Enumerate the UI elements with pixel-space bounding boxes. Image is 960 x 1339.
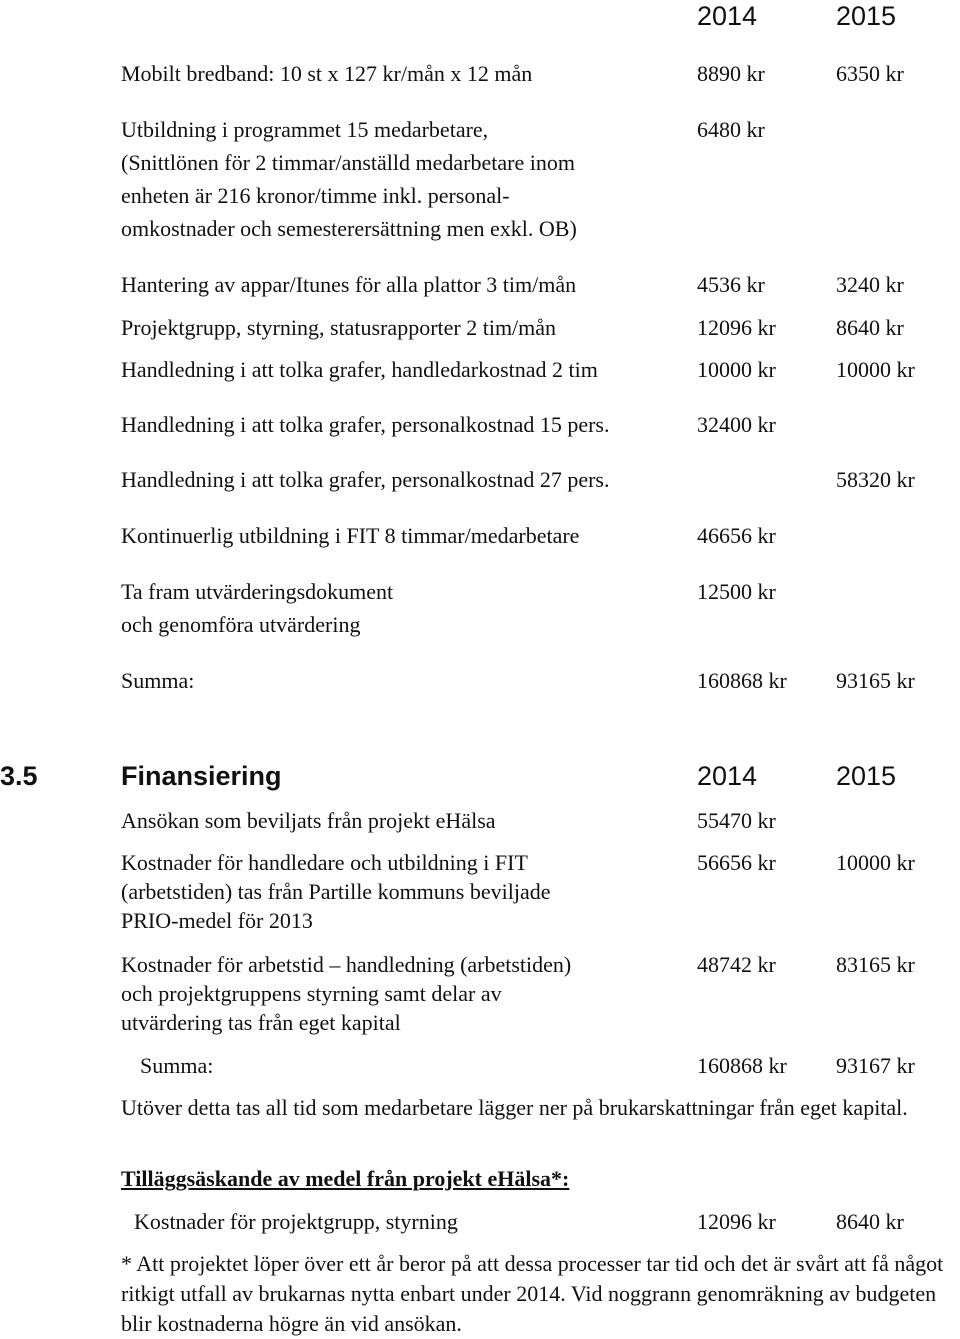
costs-sum-label: Summa:	[121, 668, 195, 693]
cost-label: Handledning i att tolka grafer, handledarkostnad 2 tim	[121, 357, 598, 382]
financing-2015: 10000 kr	[836, 850, 915, 875]
cost-2014: 10000 kr	[697, 357, 776, 382]
cost-2014: 8890 kr	[697, 61, 765, 86]
cost-2014: 12096 kr	[697, 315, 776, 340]
cost-2014: 4536 kr	[697, 272, 765, 297]
note-paragraph: Utöver detta tas all tid som medarbetare lägger ner på brukarskattningar från eget kapital.	[121, 1095, 908, 1120]
financing-year-2015: 2015	[836, 761, 897, 791]
cost-2014: 46656 kr	[697, 523, 776, 548]
financing-2014: 48742 kr	[697, 952, 776, 977]
cost-2015: 58320 kr	[836, 467, 915, 492]
cost-2014: 6480 kr	[697, 117, 765, 142]
supplement-2014: 12096 kr	[697, 1209, 776, 1234]
supplement-2015: 8640 kr	[836, 1209, 904, 1234]
costs-sum-2014: 160868 kr	[697, 668, 787, 693]
financing-year-2014: 2014	[697, 761, 758, 791]
cost-2015: 8640 kr	[836, 315, 904, 340]
financing-sum-label: Summa:	[140, 1053, 214, 1078]
year-header-2014: 2014	[697, 1, 758, 31]
financing-2014: 55470 kr	[697, 808, 776, 833]
year-header-2015: 2015	[836, 1, 897, 31]
financing-2015: 83165 kr	[836, 952, 915, 977]
cost-label: Kontinuerlig utbildning i FIT 8 timmar/medarbetare	[121, 523, 580, 548]
cost-label: Hantering av appar/Itunes för alla plattor 3 tim/mån	[121, 272, 577, 297]
cost-label: Handledning i att tolka grafer, personalkostnad 27 pers.	[121, 467, 610, 492]
footnote: * Att projektet löper över ett år beror på att dessa processer tar tid och det är svårt att få något ritkigt utfall av brukarnas nytta enbart under 2014. Vid noggrann genomräkning av budgeten blir kostnaderna högre än vid ansökan.	[121, 1251, 944, 1336]
cost-2015: 3240 kr	[836, 272, 904, 297]
supplement-heading: Tilläggsäskande av medel från projekt eHälsa*:	[121, 1166, 570, 1191]
cost-2014: 12500 kr	[697, 579, 776, 604]
cost-2015: 6350 kr	[836, 61, 904, 86]
cost-2015: 10000 kr	[836, 357, 915, 382]
financing-sum-2015: 93167 kr	[836, 1053, 915, 1078]
cost-2014: 32400 kr	[697, 412, 776, 437]
cost-label: Projektgrupp, styrning, statusrapporter 2 tim/mån	[121, 315, 557, 340]
cost-label: Mobilt bredband: 10 st x 127 kr/mån x 12 mån	[121, 61, 533, 86]
financing-sum-2014: 160868 kr	[697, 1053, 787, 1078]
supplement-label: Kostnader för projektgrupp, styrning	[134, 1209, 458, 1234]
costs-sum-2015: 93165 kr	[836, 668, 915, 693]
section-title: Finansiering	[121, 761, 282, 791]
financing-2014: 56656 kr	[697, 850, 776, 875]
section-number: 3.5	[0, 761, 38, 791]
financing-label: Ansökan som beviljats från projekt eHälsa	[121, 808, 496, 833]
cost-label: Handledning i att tolka grafer, personalkostnad 15 pers.	[121, 412, 610, 437]
